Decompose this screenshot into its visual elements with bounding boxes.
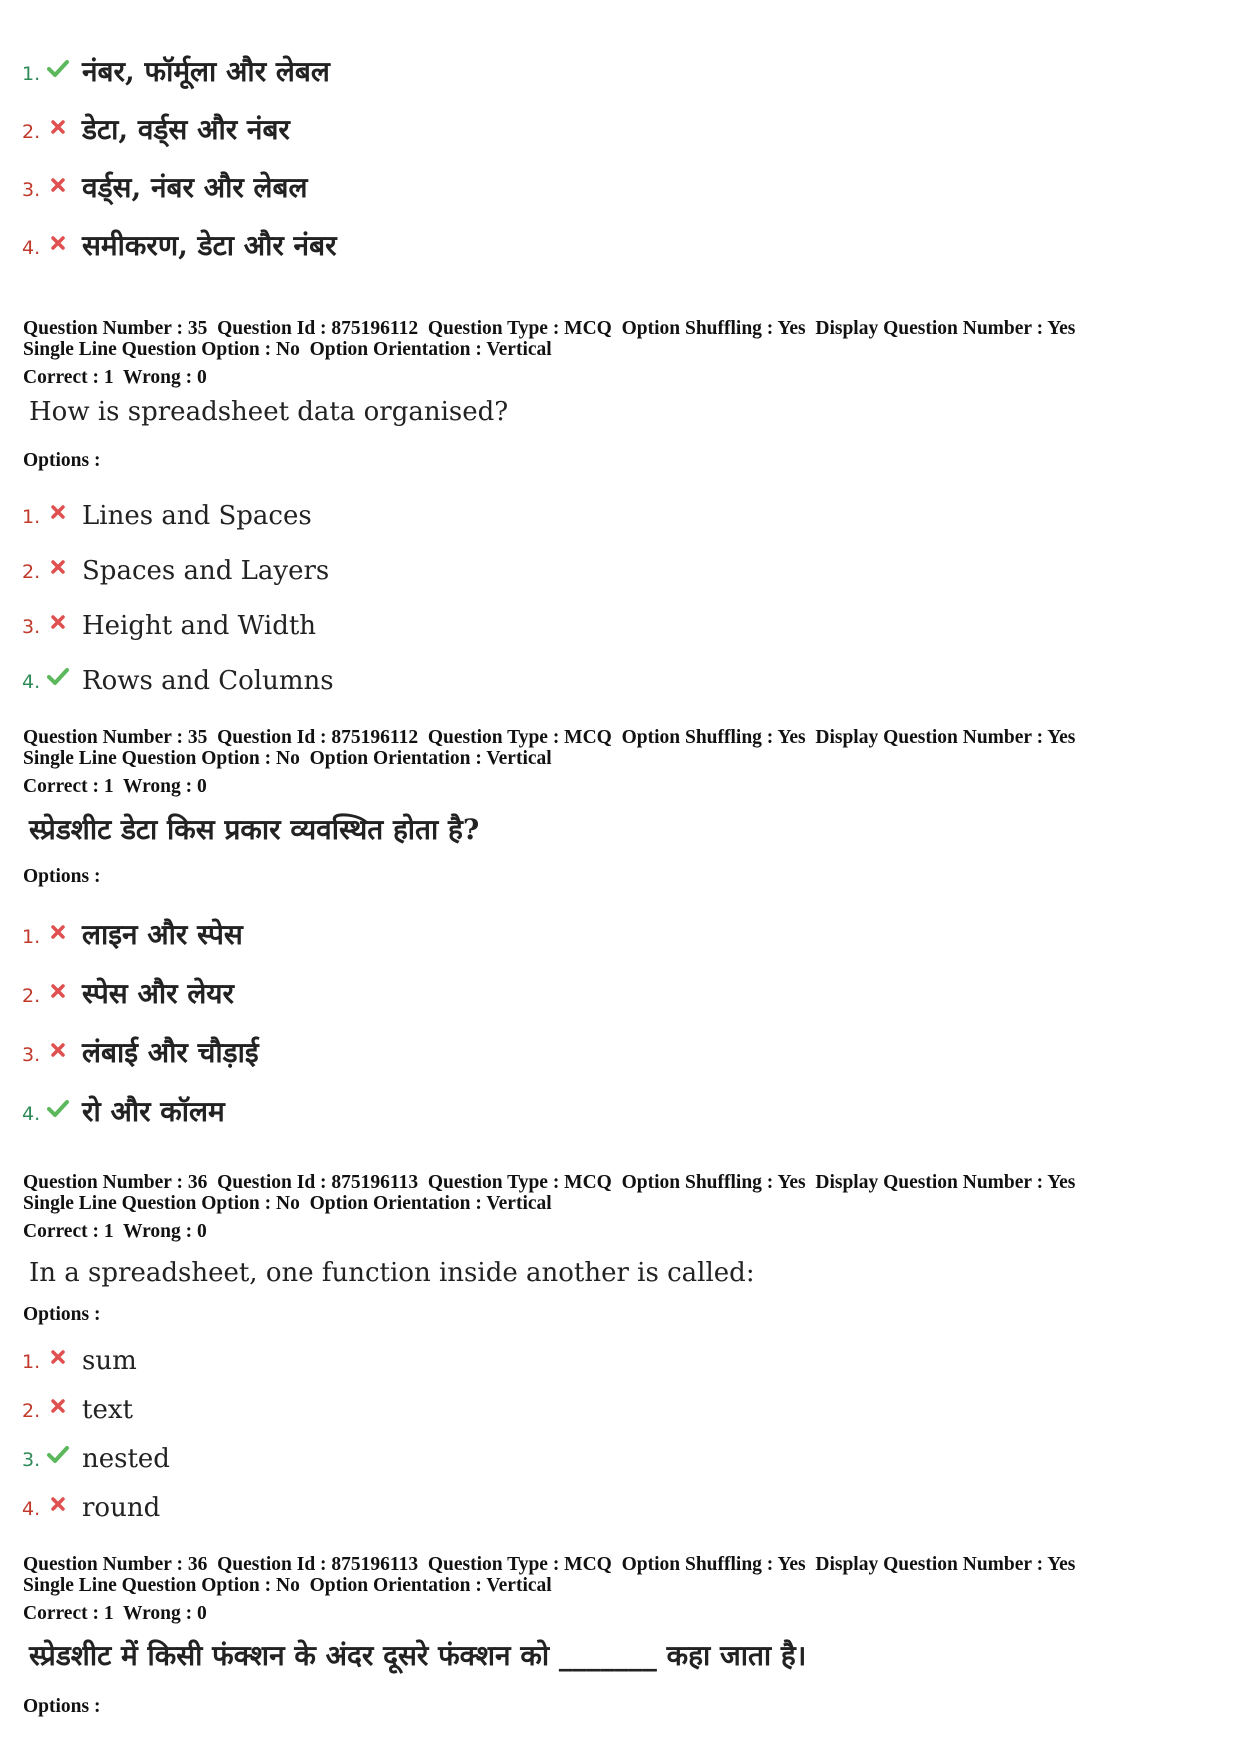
option-item (22, 1008, 259, 1067)
option-item (22, 1325, 170, 1374)
question-text: स्प्रेडशीट में किसी फंक्शन के अंदर दूसरे फंक्शन को _______ कहा जाता है। (29, 1639, 807, 1672)
option-number: 1. (22, 926, 41, 948)
option-number: 4. (22, 237, 41, 259)
option-number: 4. (22, 1498, 41, 1520)
option-text: sum (82, 1346, 137, 1376)
cross-icon (44, 919, 72, 949)
option-number: 4. (22, 671, 41, 693)
options-label: Options : (23, 1304, 101, 1325)
option-number: 1. (22, 63, 41, 85)
option-text: लाइन और स्पेस (82, 918, 243, 951)
option-text: Lines and Spaces (82, 501, 312, 531)
options-label: Options : (23, 1696, 101, 1717)
option-number: 3. (22, 1044, 41, 1066)
option-item (22, 529, 334, 584)
option-item (22, 890, 259, 949)
option-text: समीकरण, डेटा और नंबर (82, 229, 337, 262)
cross-icon (44, 499, 72, 529)
question-meta: Question Number : 36 Question Id : 875196113 Question Type : MCQ Option Shuffling : Yes Display Question Number : Yes Single Line Question Option : No Option Orientation : Vertical Correct : 1 Wrong : 0 (23, 1554, 1076, 1624)
option-item (22, 1423, 170, 1472)
cross-icon (44, 609, 72, 639)
option-text: nested (82, 1444, 170, 1474)
options-list (22, 890, 259, 1126)
option-item (22, 949, 259, 1008)
cross-icon (44, 1037, 72, 1067)
option-number: 4. (22, 1103, 41, 1125)
option-text: Height and Width (82, 611, 317, 641)
option-item (22, 1374, 170, 1423)
option-number: 3. (22, 1449, 41, 1471)
question-meta: Question Number : 35 Question Id : 875196112 Question Type : MCQ Option Shuffling : Yes Display Question Number : Yes Single Line Question Option : No Option Orientation : Vertical Correct : 1 Wrong : 0 (23, 318, 1076, 388)
option-text: नंबर, फॉर्मूला और लेबल (82, 55, 330, 88)
question-meta: Question Number : 36 Question Id : 875196113 Question Type : MCQ Option Shuffling : Yes Display Question Number : Yes Single Line Question Option : No Option Orientation : Vertical Correct : 1 Wrong : 0 (23, 1172, 1076, 1242)
option-item (22, 28, 337, 86)
option-number: 3. (22, 616, 41, 638)
question-text: In a spreadsheet, one function inside another is called: (29, 1258, 755, 1288)
option-number: 1. (22, 1351, 41, 1373)
cross-icon (44, 978, 72, 1008)
option-item (22, 86, 337, 144)
option-text: डेटा, वर्ड्स और नंबर (82, 113, 290, 146)
option-item (22, 144, 337, 202)
check-icon (44, 56, 72, 86)
option-text: Rows and Columns (82, 666, 334, 696)
options-list (22, 474, 334, 694)
cross-icon (44, 1491, 72, 1521)
check-icon (44, 1096, 72, 1126)
cross-icon (44, 554, 72, 584)
option-number: 1. (22, 506, 41, 528)
check-icon (44, 1442, 72, 1472)
question-text: How is spreadsheet data organised? (29, 397, 509, 427)
cross-icon (44, 1344, 72, 1374)
option-number: 2. (22, 985, 41, 1007)
option-number: 2. (22, 121, 41, 143)
cross-icon (44, 172, 72, 202)
check-icon (44, 664, 72, 694)
option-number: 3. (22, 179, 41, 201)
options-label: Options : (23, 866, 101, 887)
options-label: Options : (23, 450, 101, 471)
option-item (22, 474, 334, 529)
top-options-list (22, 28, 337, 260)
option-item (22, 639, 334, 694)
question-meta: Question Number : 35 Question Id : 875196112 Question Type : MCQ Option Shuffling : Yes Display Question Number : Yes Single Line Question Option : No Option Orientation : Vertical Correct : 1 Wrong : 0 (23, 727, 1076, 797)
option-number: 2. (22, 1400, 41, 1422)
cross-icon (44, 230, 72, 260)
option-item (22, 1472, 170, 1521)
option-item (22, 202, 337, 260)
option-item (22, 1067, 259, 1126)
option-text: वर्ड्स, नंबर और लेबल (82, 171, 308, 204)
option-text: लंबाई और चौड़ाई (82, 1036, 259, 1069)
options-list (22, 1325, 170, 1521)
option-text: text (82, 1395, 133, 1425)
option-text: round (82, 1493, 161, 1523)
option-number: 2. (22, 561, 41, 583)
option-text: रो और कॉलम (82, 1095, 225, 1128)
cross-icon (44, 1393, 72, 1423)
cross-icon (44, 114, 72, 144)
question-text: स्प्रेडशीट डेटा किस प्रकार व्यवस्थित होता है? (29, 813, 480, 846)
option-text: Spaces and Layers (82, 556, 330, 586)
option-item (22, 584, 334, 639)
option-text: स्पेस और लेयर (82, 977, 234, 1010)
